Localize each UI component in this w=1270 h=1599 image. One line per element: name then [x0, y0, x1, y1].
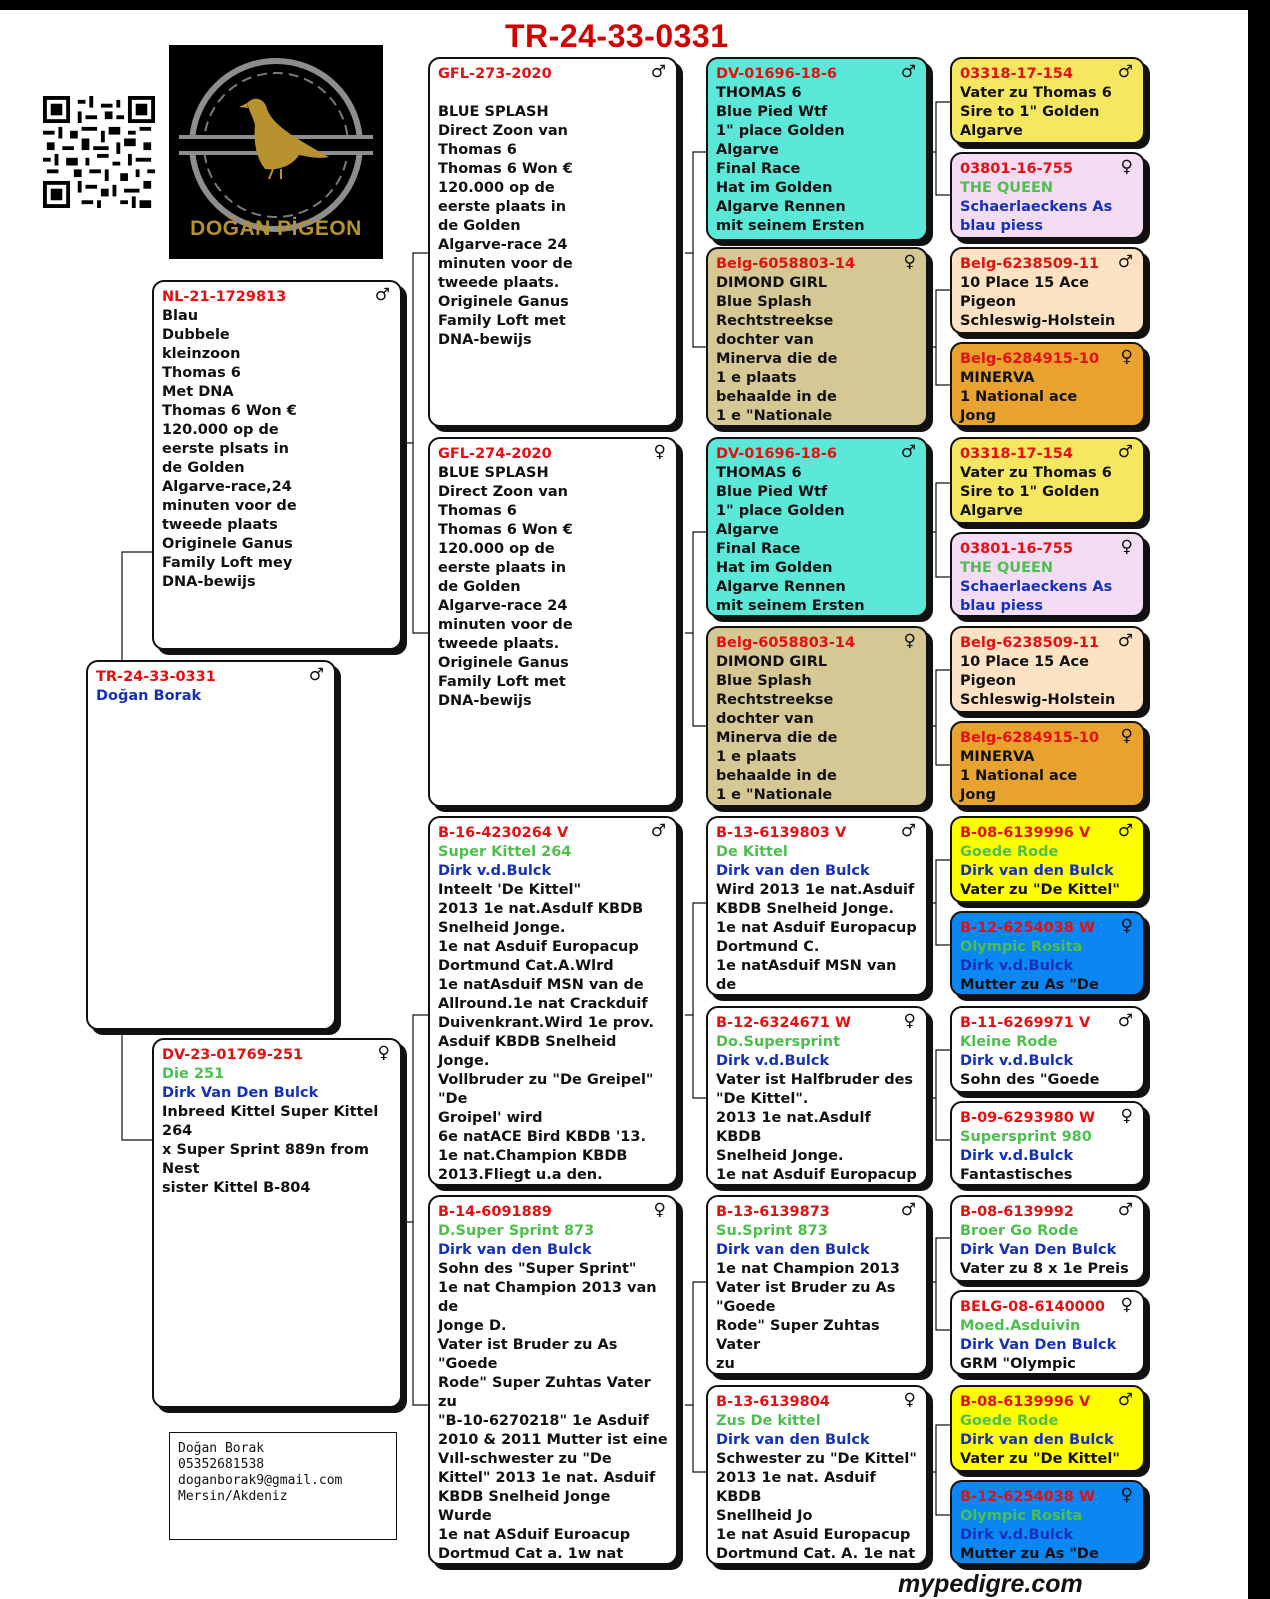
- pigeon-name: Su.Sprint 873: [716, 1223, 828, 1239]
- card-dsd: [706, 1006, 928, 1186]
- ring-number: B-12-6324671 W: [716, 1015, 851, 1031]
- pigeon-name: Goede Rode: [960, 1413, 1059, 1429]
- pigeon-name: Supersprint 980: [960, 1129, 1092, 1145]
- breeder-name: Dirk Van Den Bulck: [960, 1242, 1117, 1258]
- card-g4: [950, 342, 1145, 427]
- gender-icon: ♂: [1117, 1200, 1133, 1220]
- breeder-name: Dirk v.d.Bulck: [960, 958, 1074, 974]
- contact-name: Doğan Borak: [178, 1441, 265, 1456]
- pigeon-description: Sohn des "Super Sprint" 1e nat Champion 2013 van de Jonge D. Vater ist Bruder zu As "Goede Rode" Super Zuhtas Vater zu "B-10-6270218" 1e Asduif 2010 & 2011 Mutter ist eine Vıll-schwester zu "De Kittel" 2013 1e nat. Asduif KBDB Snelheid Jonge Wurde 1e nat ASduif Euroacup Dortmud Cat a. 1w nat: [438, 1261, 668, 1562]
- gender-icon: ♀: [1120, 726, 1133, 746]
- breeder-name: Schaerlaeckens As blau piess: [960, 579, 1113, 614]
- gender-icon: ♂: [1117, 631, 1133, 651]
- card-sdd: [706, 626, 928, 807]
- gender-icon: ♀: [1120, 1106, 1133, 1126]
- breeder-name: Dirk van den Bulck: [716, 863, 870, 879]
- ring-number: Belg-6284915-10: [960, 730, 1100, 746]
- gender-icon: ♀: [1120, 916, 1133, 936]
- gender-icon: ♂: [1117, 442, 1133, 462]
- breeder-name: Dirk van den Bulck: [716, 1242, 870, 1258]
- pigeon-description: Blau Dubbele kleinzoon Thomas 6 Met DNA Thomas 6 Won € 120.000 op de eerste plsats in de Golden Algarve-race,24 minuten voor de tweede plaats Originele Ganus Family Loft mey DNA-bewijs: [162, 308, 297, 590]
- gender-icon: ♂: [1117, 252, 1133, 272]
- card-dam: [152, 1038, 402, 1408]
- breeder-name: Dirk v.d.Bulck: [960, 1527, 1074, 1543]
- ring-number: Belg-6238509-11: [960, 256, 1100, 272]
- card-sire: [152, 280, 402, 650]
- breeder-name: Dirk Van Den Bulck: [162, 1085, 319, 1101]
- breeder-name: Dirk van den Bulck: [960, 1432, 1114, 1448]
- card-g7: [950, 626, 1145, 713]
- gender-icon: ♂: [650, 62, 666, 82]
- pigeon-description: 1e nat Champion 2013 Vater ist Bruder zu As "Goede Rode" Super Zuhtas Vater zu: [716, 1261, 900, 1372]
- pigeon-description: Mutter zu As "De: [960, 977, 1099, 993]
- pigeon-name: Olympic Rosita: [960, 1508, 1083, 1524]
- ring-number: Belg-6238509-11: [960, 635, 1100, 651]
- footer-brand: mypedigre.com: [898, 1570, 1083, 1598]
- page-title: TR-24-33-0331: [505, 18, 729, 54]
- gender-icon: ♀: [653, 1200, 666, 1220]
- card-g3: [950, 247, 1145, 334]
- pigeon-description: Vater zu 8 x 1e Preis: [960, 1261, 1129, 1277]
- gender-icon: ♀: [1120, 537, 1133, 557]
- card-g1: [950, 57, 1145, 144]
- pigeon-name: Super Kittel 264: [438, 844, 572, 860]
- card-sds: [706, 437, 928, 617]
- pigeon-description: Wird 2013 1e nat.Asduif KBDB Snelheid Jonge. 1e nat Asduif Europacup Dortmund C. 1e natAsduif MSN van de: [716, 882, 917, 993]
- ring-number: B-09-6293980 W: [960, 1110, 1095, 1126]
- card-g15: [950, 1385, 1145, 1472]
- gender-icon: ♂: [1117, 1390, 1133, 1410]
- card-g6: [950, 532, 1145, 617]
- ring-number: B-13-6139804: [716, 1394, 830, 1410]
- breeder-name: Schaerlaeckens As blau piess: [960, 199, 1113, 234]
- ring-number: B-12-6254038 W: [960, 1489, 1095, 1505]
- contact-box: [169, 1432, 397, 1540]
- ring-number: 03801-16-755: [960, 161, 1073, 177]
- gender-icon: ♂: [900, 442, 916, 462]
- breeder-name: Dirk van den Bulck: [716, 1432, 870, 1448]
- pigeon-name: Die 251: [162, 1066, 225, 1082]
- ring-number: B-13-6139873: [716, 1204, 830, 1220]
- pigeon-description: Vater zu Thomas 6 Sire to 1" Golden Algarve: [960, 85, 1112, 139]
- ring-number: DV-23-01769-251: [162, 1047, 304, 1063]
- ring-number: Belg-6058803-14: [716, 635, 856, 651]
- breeder-name: Dirk v.d.Bulck: [960, 1148, 1074, 1164]
- gender-icon: ♂: [308, 665, 324, 685]
- gender-icon: ♂: [900, 62, 916, 82]
- pigeon-name: THE QUEEN: [960, 180, 1054, 196]
- pigeon-description: THOMAS 6 Blue Pied Wtf 1" place Golden Algarve Final Race Hat im Golden Algarve Rennen mit seinem Ersten: [716, 85, 865, 234]
- pigeon-description: Mutter zu As "De: [960, 1546, 1099, 1562]
- ring-number: 03801-16-755: [960, 541, 1073, 557]
- pigeon-description: BLUE SPLASH Direct Zoon van Thomas 6 Thomas 6 Won € 120.000 op de eerste plaats in de Golden Algarve-race 24 minuten voor de tweede plaats. Originele Ganus Family Loft met DNA-bewijs: [438, 465, 573, 709]
- pigeon-description: Vater zu "De Kittel": [960, 1451, 1120, 1467]
- breeder-name: Dirk van den Bulck: [438, 1242, 592, 1258]
- pigeon-description: MINERVA 1 National ace Jong: [960, 370, 1078, 424]
- ring-number: BELG-08-6140000: [960, 1299, 1105, 1315]
- pigeon-name: Kleine Rode: [960, 1034, 1058, 1050]
- ring-number: DV-01696-18-6: [716, 446, 837, 462]
- gender-icon: ♂: [374, 285, 390, 305]
- breeder-name: Dirk v.d.Bulck: [438, 863, 552, 879]
- ring-number: GFL-273-2020: [438, 66, 552, 82]
- card-dam-sire: [428, 816, 678, 1186]
- ring-number: B-12-6254038 W: [960, 920, 1095, 936]
- gender-icon: ♀: [903, 1011, 916, 1031]
- gender-icon: ♀: [377, 1043, 390, 1063]
- pigeon-description: THOMAS 6 Blue Pied Wtf 1" place Golden Algarve Final Race Hat im Golden Algarve Rennen mit seinem Ersten: [716, 465, 865, 614]
- pigeon-description: Vater ist Halfbruder des "De Kittel". 2013 1e nat.Asdulf KBDB Snelheid Jonge. 1e nat Asduif Europacup: [716, 1072, 917, 1183]
- contact-phone: 05352681538: [178, 1457, 265, 1472]
- pigeon-description: 10 Place 15 Ace Pigeon Schleswig-Holstein: [960, 275, 1116, 329]
- card-g10: [950, 911, 1145, 996]
- ring-number: Belg-6284915-10: [960, 351, 1100, 367]
- gender-icon: ♀: [1120, 1295, 1133, 1315]
- pigeon-description: 10 Place 15 Ace Pigeon Schleswig-Holstein: [960, 654, 1116, 708]
- card-g16: [950, 1480, 1145, 1565]
- gender-icon: ♂: [1117, 821, 1133, 841]
- card-ddd: [706, 1385, 928, 1565]
- ring-number: B-11-6269971 V: [960, 1015, 1091, 1031]
- ring-number: B-08-6139992: [960, 1204, 1074, 1220]
- card-g14: [950, 1290, 1145, 1375]
- card-sire-dam: [428, 437, 678, 807]
- breeder-name: Dirk v.d.Bulck: [716, 1053, 830, 1069]
- gender-icon: ♀: [653, 442, 666, 462]
- pigeon-name: Broer Go Rode: [960, 1223, 1079, 1239]
- card-g13: [950, 1195, 1145, 1282]
- ring-number: 03318-17-154: [960, 446, 1073, 462]
- ring-number: Belg-6058803-14: [716, 256, 856, 272]
- card-subject: [86, 660, 336, 1030]
- pigeon-description: DIMOND GIRL Blue Splash Rechtstreekse dochter van Minerva die de 1 e plaats behaalde in de 1 e "Nationale: [716, 654, 838, 803]
- gender-icon: ♀: [1120, 1485, 1133, 1505]
- ring-number: 03318-17-154: [960, 66, 1073, 82]
- pigeon-name: Olympic Rosita: [960, 939, 1083, 955]
- contact-location: Mersin/Akdeniz: [178, 1489, 288, 1504]
- card-g5: [950, 437, 1145, 524]
- breeder-name: Dirk v.d.Bulck: [960, 1053, 1074, 1069]
- pigeon-name: Zus De kittel: [716, 1413, 821, 1429]
- pigeon-description: GRM "Olympic: [960, 1356, 1076, 1372]
- ring-number: GFL-274-2020: [438, 446, 552, 462]
- pigeon-name: Moed.Asduivin: [960, 1318, 1081, 1334]
- ring-number: TR-24-33-0331: [96, 669, 216, 685]
- breeder-name: Dirk van den Bulck: [960, 863, 1114, 879]
- gender-icon: ♂: [900, 821, 916, 841]
- card-g9: [950, 816, 1145, 903]
- pigeon-description: DIMOND GIRL Blue Splash Rechtstreekse dochter van Minerva die de 1 e plaats behaalde in de 1 e "Nationale: [716, 275, 838, 424]
- breeder-name: Dirk Van Den Bulck: [960, 1337, 1117, 1353]
- pigeon-name: THE QUEEN: [960, 560, 1054, 576]
- pigeon-description: Inteelt 'De Kittel" 2013 1e nat.Asdulf KBDB Snelheid Jonge. 1e nat Asduif Europacup Dortmund Cat.A.Wlrd 1e natAsduif MSN van de Allround.1e nat Crackduif Duivenkrant.Wird 1e prov. Asduif KBDB Snelheid Jonge. Vollbruder zu "De Greipel" "De Groipel' wird 6e natACE Bird KBDB '13. 1e nat.Champion KBDB 2013.Fliegt u.a den.: [438, 882, 655, 1183]
- gender-icon: ♀: [903, 252, 916, 272]
- gender-icon: ♀: [1120, 347, 1133, 367]
- gender-icon: ♀: [1120, 157, 1133, 177]
- pigeon-name: D.Super Sprint 873: [438, 1223, 595, 1239]
- card-sire-sire: [428, 57, 678, 427]
- logo-text: DOĞAN PİGEON: [190, 217, 362, 240]
- card-dss: [706, 816, 928, 996]
- pigeon-description: BLUE SPLASH Direct Zoon van Thomas 6 Thomas 6 Won € 120.000 op de eerste plaats in de Golden Algarve-race 24 minuten voor de tweede plaats. Originele Ganus Family Loft met DNA-bewijs: [438, 104, 573, 348]
- ring-number: NL-21-1729813: [162, 289, 287, 305]
- pigeon-description: Sohn des "Goede: [960, 1072, 1100, 1088]
- pigeon-description: MINERVA 1 National ace Jong: [960, 749, 1078, 803]
- card-g2: [950, 152, 1145, 239]
- contact-email: doganborak9@gmail.com: [178, 1473, 343, 1488]
- ring-number: DV-01696-18-6: [716, 66, 837, 82]
- card-sss: [706, 57, 928, 241]
- pigeon-description: Vater zu "De Kittel": [960, 882, 1120, 898]
- pigeon-name: De Kittel: [716, 844, 788, 860]
- gender-icon: ♀: [903, 631, 916, 651]
- card-ssd: [706, 247, 928, 427]
- pigeon-name: Do.Supersprint: [716, 1034, 841, 1050]
- ring-number: B-14-6091889: [438, 1204, 552, 1220]
- card-g11: [950, 1006, 1145, 1093]
- gender-icon: ♂: [650, 821, 666, 841]
- card-g8: [950, 721, 1145, 807]
- card-g12: [950, 1101, 1145, 1186]
- ring-number: B-08-6139996 V: [960, 825, 1091, 841]
- gender-icon: ♂: [1117, 62, 1133, 82]
- gender-icon: ♂: [900, 1200, 916, 1220]
- card-dds: [706, 1195, 928, 1375]
- ring-number: B-13-6139803 V: [716, 825, 847, 841]
- pigeon-description: Schwester zu "De Kittel" 2013 1e nat. Asduif KBDB Snellheid Jo 1e nat Asuid Europacup Dortmund Cat. A. 1e nat: [716, 1451, 917, 1562]
- pigeon-description: Fantastisches: [960, 1167, 1073, 1183]
- gender-icon: ♂: [1117, 1011, 1133, 1031]
- card-dam-dam: [428, 1195, 678, 1565]
- pigeon-description: Vater zu Thomas 6 Sire to 1" Golden Algarve: [960, 465, 1112, 519]
- pigeon-description: Inbreed Kittel Super Kittel 264 x Super Sprint 889n from Nest sister Kittel B-804: [162, 1104, 379, 1196]
- ring-number: B-08-6139996 V: [960, 1394, 1091, 1410]
- gender-icon: ♀: [903, 1390, 916, 1410]
- ring-number: B-16-4230264 V: [438, 825, 569, 841]
- pigeon-name: Goede Rode: [960, 844, 1059, 860]
- breeder-name: Doğan Borak: [96, 688, 202, 704]
